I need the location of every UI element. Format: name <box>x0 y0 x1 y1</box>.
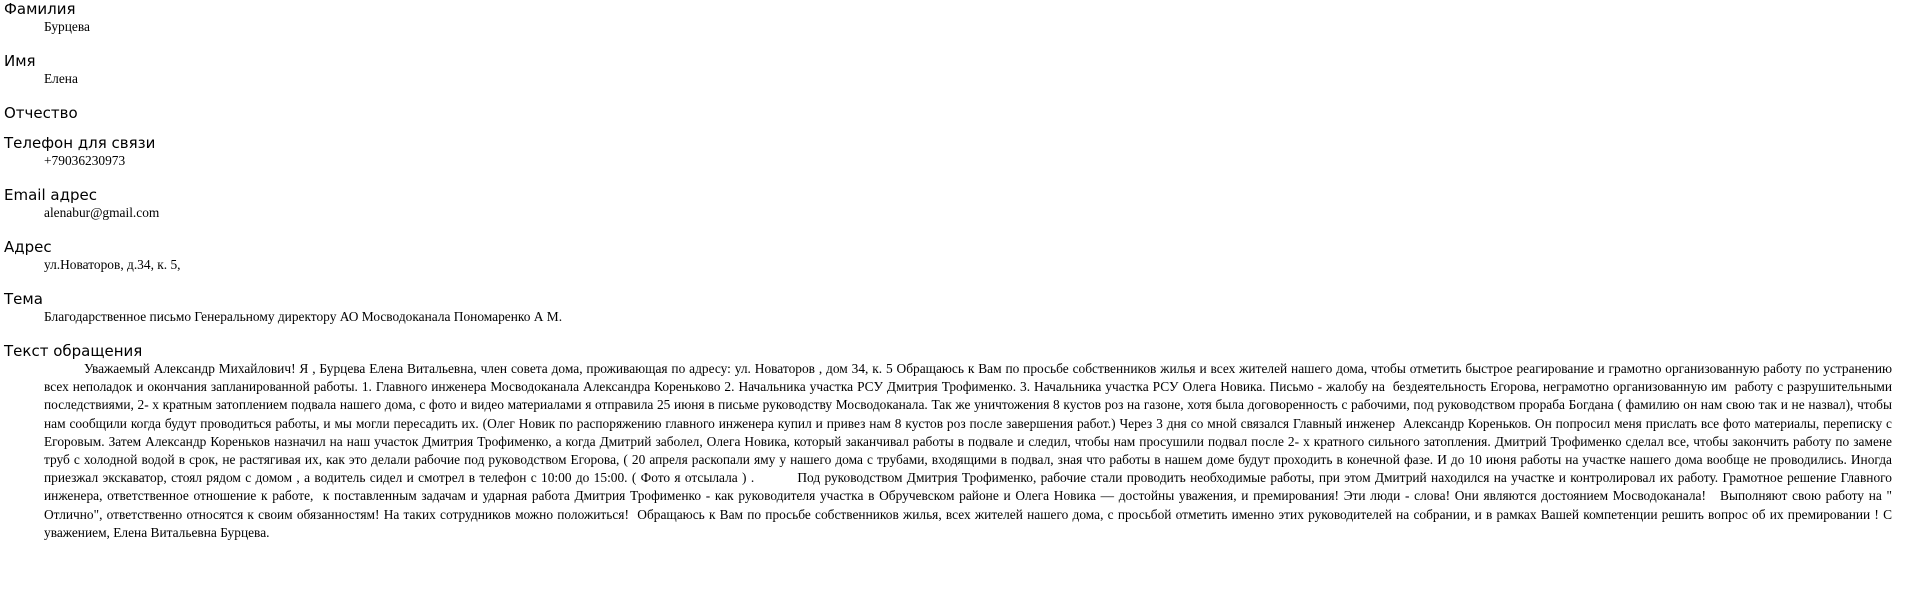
patronymic-field <box>4 104 1904 122</box>
name-value: Елена <box>44 71 78 86</box>
name-label: Имя <box>4 52 36 70</box>
message-label: Текст обращения <box>4 342 143 360</box>
surname-value: Бурцева <box>44 19 90 34</box>
surname-field <box>4 0 1904 36</box>
surname-label: Фамилия <box>4 0 76 18</box>
phone-value: +79036230973 <box>44 153 126 168</box>
subject-label: Тема <box>4 290 43 308</box>
email-label: Email адрес <box>4 186 97 204</box>
subject-value: Благодарственное письмо Генеральному директору АО Мосводоканала Пономаренко А М. <box>44 309 563 324</box>
address-field <box>4 238 1904 274</box>
address-value: ул.Новаторов, д.34, к. 5, <box>44 257 181 272</box>
subject-field <box>4 290 1904 326</box>
message-field <box>4 342 1904 542</box>
patronymic-label: Отчество <box>4 104 78 122</box>
phone-label: Телефон для связи <box>4 134 156 152</box>
address-label: Адрес <box>4 238 52 256</box>
email-value: alenabur@gmail.com <box>44 205 160 220</box>
name-field <box>4 52 1904 88</box>
email-field <box>4 186 1904 222</box>
phone-field <box>4 134 1904 170</box>
message-text: Уважаемый Александр Михайлович! Я , Бурцева Елена Витальевна, член совета дома, проживающая по адресу: ул. Новаторов , дом 34, к. 5 Обращаюсь к Вам по просьбе собственников жилья и всех жителей нашего дома, чтобы отметить быстрое реагирование и грамотно организованную работу по устранению всех неполадок и окончания запланированной работы. 1. Главного инженера Мосводоканала Александра Кореньково 2. Начальника участка РСУ Дмитрия Трофименко. 3. Начальника участка РСУ Олега Новика. Письмо - жалобу на бездеятельность Егорова, неграмотно организованную им работу с разрушительными последствиями, 2- х кратным затоплением подвала нашего дома, с фото и видео материалами я отправила 25 июня в письме руководству Мосводоканала. Так же уничтожения 8 кустов роз на газоне, хотя была договоренность с рабочими, под руководством прораба Богдана ( фамилию он нам свою так и не назвал), чтобы нам сообщили когда будут проводиться работы, и мы могли пересадить их. (Олег Новик по распоряжению главного инженера купил и привез нам 8 кустов роз после завершения работ.) Через 3 дня со мной связался Главный инженер Александр Кореньков. Он попросил меня прислать все фото материалы, переписку с Егоровым. Затем Александр Кореньков назначил на наш участок Дмитрия Трофименко, а когда Дмитрий заболел, Олега Новика, который заканчивал работы в подвале и следил, чтобы нам просушили подвал после 2- х кратного сильного затопления. Дмитрий Трофименко сделал все, чтобы закончить работу по замене труб с холодной водой в срок, не растягивая их, как это делали рабочие под руководством Егорова, ( 20 апреля раскопали яму у нашего дома с трубами, входящими в подвал, зная что работы в нашем доме будут проходить в конечной фазе. И до 10 июня работы на участке нашего дома вообще не проводились. Иногда приезжал экскаватор, стоял рядом с домом , а водитель сидел и смотрел в телефон с 10:00 до 15:00. ( Фото я отсылала ) . Под руководством Дмитрия Трофименко, рабочие стали проводить необходимые работы, при этом Дмитрий находился на участке и контролировал их работу. Грамотное решение Главного инженера, ответственное отношение к работе, к поставленным задачам и ударная работа Дмитрия Трофименко - как руководителя участка в Обручевском районе и Олега Новика — достойны уважения, и премирования! Эти люди - слова! Они являются достоянием Мосводоканала! Выполняют свою работу на " Отлично", ответственно относятся к своим обязанностям! На таких сотрудников можно положиться! Обращаюсь к Вам по просьбе собственников жилья, всех жителей нашего дома, с просьбой отметить именно этих руководителей на собрании, и в рамках Вашей компетенции решить вопрос об их премировании ! С уважением, Елена Витальевна Бурцева. <box>44 361 1896 540</box>
